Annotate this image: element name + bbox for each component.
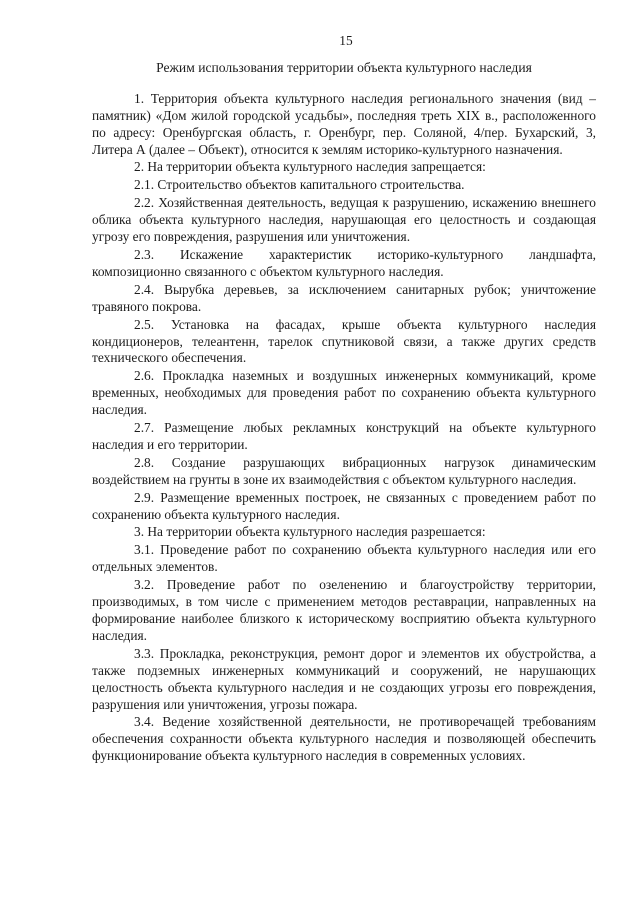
- paragraph-3-3: 3.3. Прокладка, реконструкция, ремонт дорог и элементов их обустройства, а также подземных инженерных коммуникаций и сооружений, не нарушающих целостность объекта культурного наследия и не создающих угрозы его повреждения, разрушения или уничтожения, угрозы пожара.: [92, 645, 596, 712]
- paragraph-3-2: 3.2. Проведение работ по озеленению и благоустройству территории, производимых, в том числе с применением методов реставрации, направленных на формирование наиболее близкого к историческому восприятию объекта культурного наследия.: [92, 577, 596, 643]
- paragraph-3-4: 3.4. Ведение хозяйственной деятельности, не противоречащей требованиям обеспечения сохранности объекта культурного наследия и позволяющей обеспечить функционирование объекта культурного наследия в современных условиях.: [92, 714, 596, 764]
- paragraph-2-3: 2.3. Искажение характеристик историко-культурного ландшафта, композиционно связанного с объектом культурного наследия.: [92, 246, 596, 279]
- paragraph-2-5: 2.5. Установка на фасадах, крыше объекта культурного наследия кондиционеров, телеантенн, тарелок спутниковой связи, а также других средств технического обеспечения.: [92, 316, 596, 366]
- paragraph-3: 3. На территории объекта культурного наследия разрешается:: [134, 524, 486, 540]
- paragraph-2-8: 2.8. Создание разрушающих вибрационных нагрузок динамическим воздействием на грунты в зоне их взаимодействия с объектом культурного наследия.: [92, 454, 596, 487]
- paragraph-2-1: 2.1. Строительство объектов капитального строительства.: [134, 177, 465, 193]
- paragraph-1: 1. Территория объекта культурного наследия регионального значения (вид – памятник) «Дом жилой городской усадьбы», последняя треть XIX в., расположенного по адресу: Оренбургская область, г. Оренбург, пер. Соляной, 4/пер. Бухарский, 3, Литера А (далее – Объект), относится к землям историко-культурного назначения.: [92, 90, 596, 157]
- paragraph-2-4: 2.4. Вырубка деревьев, за исключением санитарных рубок; уничтожение травяного покрова.: [92, 281, 596, 314]
- document-body: [92, 91, 596, 765]
- paragraph-3-1: 3.1. Проведение работ по сохранению объекта культурного наследия или его отдельных элементов.: [92, 542, 596, 575]
- paragraph-2-6: 2.6. Прокладка наземных и воздушных инженерных коммуникаций, кроме временных, необходимых для проведения работ по сохранению объекта культурного наследия.: [92, 368, 596, 418]
- paragraph-2: 2. На территории объекта культурного наследия запрещается:: [134, 159, 486, 175]
- section-title: Режим использования территории объекта культурного наследия: [156, 59, 532, 75]
- paragraph-2-2: 2.2. Хозяйственная деятельность, ведущая к разрушению, искажению внешнего облика объекта культурного наследия, нарушающая его целостность и создающая угрозу его повреждения, разрушения или уничтожения.: [92, 195, 596, 245]
- paragraph-2-9: 2.9. Размещение временных построек, не связанных с проведением работ по сохранению объекта культурного наследия.: [92, 489, 596, 522]
- page-number: 15: [339, 33, 353, 48]
- paragraph-2-7: 2.7. Размещение любых рекламных конструкций на объекте культурного наследия и его территории.: [92, 420, 596, 452]
